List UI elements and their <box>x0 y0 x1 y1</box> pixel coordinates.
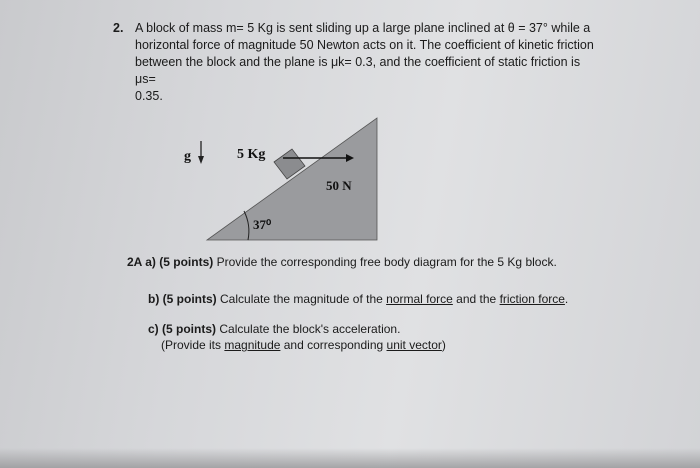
question-c-note-end: ) <box>441 338 446 352</box>
incline-diagram <box>170 110 400 250</box>
angle-label: 37⁰ <box>253 217 272 232</box>
problem-line-3: between the block and the plane is μk= 0.3, and the coefficient of static friction is μs= <box>135 55 581 86</box>
page-shadow <box>0 448 700 468</box>
question-b <box>148 292 568 306</box>
force-label: 50 N <box>326 178 352 193</box>
friction-force-term: friction force <box>499 292 565 306</box>
question-b-end: . <box>564 292 569 306</box>
problem-line-1: A block of mass m= 5 Kg is sent sliding up a large plane inclined at θ = 37° while a <box>135 21 591 35</box>
question-c-note-text: (Provide its <box>161 338 222 352</box>
normal-force-term: normal force <box>386 292 453 306</box>
question-c-note-text-2: and corresponding <box>280 338 384 352</box>
question-b-text-2: and the <box>452 292 497 306</box>
question-b-points: (5 points) <box>162 292 217 306</box>
gravity-arrow-head <box>198 156 204 164</box>
question-a-prefix: 2A a) <box>127 255 156 269</box>
question-c-points: (5 points) <box>162 322 217 336</box>
problem-line-4: 0.35. <box>135 89 163 103</box>
question-c <box>148 322 400 336</box>
question-a-points: (5 points) <box>159 255 214 269</box>
problem-text <box>135 20 597 105</box>
question-a <box>127 255 557 269</box>
question-b-prefix: b) <box>148 292 160 306</box>
question-b-text: Calculate the magnitude of the <box>220 292 383 306</box>
gravity-label: g <box>184 149 191 164</box>
question-c-text: Calculate the block's acceleration. <box>219 322 401 336</box>
question-c-prefix: c) <box>148 322 159 336</box>
unit-vector-term: unit vector <box>386 338 442 352</box>
magnitude-term: magnitude <box>224 338 281 352</box>
problem-number: 2. <box>113 21 124 35</box>
problem-line-2: horizontal force of magnitude 50 Newton acts on it. The coefficient of kinetic friction <box>135 38 594 52</box>
question-c-note <box>161 338 446 352</box>
mass-label: 5 Kg <box>237 147 266 162</box>
question-a-text: Provide the corresponding free body diagram for the 5 Kg block. <box>216 255 557 269</box>
